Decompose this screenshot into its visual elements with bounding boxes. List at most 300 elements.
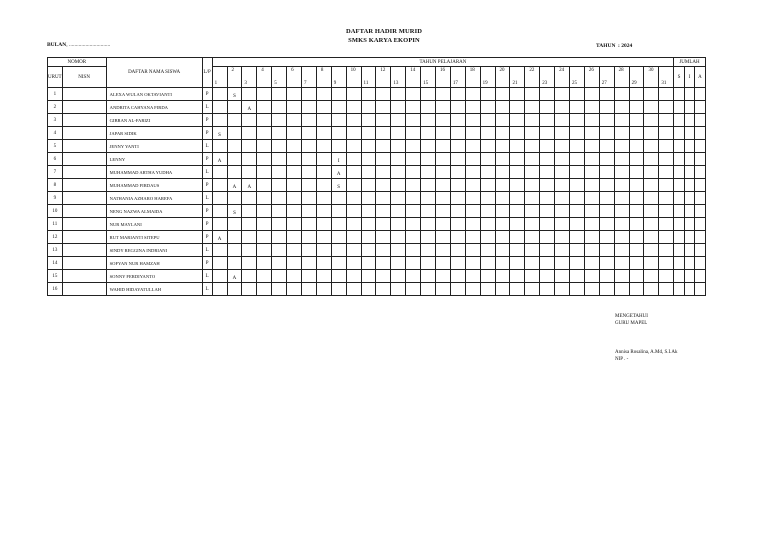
attendance-cell — [614, 192, 629, 205]
sum-cell-i — [684, 114, 695, 127]
attendance-cell — [287, 205, 302, 218]
attendance-cell — [614, 153, 629, 166]
attendance-cell — [361, 153, 376, 166]
attendance-cell — [614, 244, 629, 257]
attendance-cell — [525, 270, 540, 283]
attendance-cell — [212, 114, 227, 127]
day-number: 5 — [274, 81, 277, 86]
attendance-cell — [584, 127, 599, 140]
attendance-cell — [510, 88, 525, 101]
attendance-cell — [242, 88, 257, 101]
attendance-cell — [316, 192, 331, 205]
attendance-cell — [361, 257, 376, 270]
row-number: 9 — [48, 192, 63, 205]
signature-role: GURU MAPEL — [615, 321, 648, 326]
attendance-cell — [406, 179, 421, 192]
attendance-cell — [465, 153, 480, 166]
attendance-cell — [421, 192, 436, 205]
day-header — [584, 67, 599, 88]
attendance-cell — [212, 153, 227, 166]
attendance-cell — [242, 101, 257, 114]
sum-cell-s — [674, 114, 685, 127]
attendance-cell — [346, 218, 361, 231]
attendance-cell — [555, 244, 570, 257]
attendance-mark: S — [218, 132, 221, 138]
attendance-cell — [331, 231, 346, 244]
attendance-cell — [406, 270, 421, 283]
signature-block — [615, 313, 648, 327]
attendance-cell — [406, 166, 421, 179]
attendance-cell — [406, 231, 421, 244]
attendance-cell — [257, 244, 272, 257]
sum-cell-s — [674, 283, 685, 296]
attendance-cell — [435, 244, 450, 257]
day-header — [272, 67, 287, 88]
sum-cell-i — [684, 205, 695, 218]
table-row — [48, 283, 706, 296]
attendance-cell — [316, 140, 331, 153]
header-row-1 — [48, 58, 706, 67]
attendance-cell — [495, 257, 510, 270]
attendance-cell — [287, 231, 302, 244]
attendance-cell — [391, 231, 406, 244]
day-number: 11 — [363, 81, 369, 86]
attendance-cell — [287, 153, 302, 166]
attendance-cell — [540, 192, 555, 205]
attendance-cell — [227, 231, 242, 244]
attendance-cell — [450, 218, 465, 231]
sum-cell-a — [695, 101, 706, 114]
attendance-cell — [435, 257, 450, 270]
attendance-cell — [584, 166, 599, 179]
sum-cell-i — [684, 179, 695, 192]
attendance-cell — [212, 283, 227, 296]
attendance-cell — [287, 270, 302, 283]
attendance-cell — [614, 101, 629, 114]
attendance-cell — [495, 127, 510, 140]
attendance-cell — [331, 101, 346, 114]
attendance-cell — [257, 205, 272, 218]
sum-cell-a — [695, 244, 706, 257]
attendance-cell — [361, 114, 376, 127]
student-gender: L — [202, 101, 212, 114]
attendance-cell — [614, 231, 629, 244]
table-row — [48, 231, 706, 244]
attendance-cell — [227, 114, 242, 127]
attendance-cell — [540, 231, 555, 244]
attendance-cell — [614, 127, 629, 140]
attendance-cell — [331, 153, 346, 166]
student-gender: L — [202, 270, 212, 283]
row-nisn — [62, 218, 106, 231]
attendance-cell — [346, 257, 361, 270]
attendance-mark: S — [233, 210, 236, 216]
attendance-cell — [421, 205, 436, 218]
attendance-cell — [212, 257, 227, 270]
nomor-header: NOMOR — [48, 58, 107, 67]
attendance-cell — [465, 270, 480, 283]
attendance-cell — [242, 166, 257, 179]
attendance-cell — [212, 166, 227, 179]
sum-cell-i — [684, 257, 695, 270]
attendance-cell — [510, 283, 525, 296]
attendance-cell — [450, 192, 465, 205]
student-gender: L — [202, 192, 212, 205]
attendance-cell — [301, 101, 316, 114]
attendance-cell — [391, 166, 406, 179]
attendance-cell — [465, 205, 480, 218]
attendance-cell — [540, 153, 555, 166]
attendance-cell — [227, 244, 242, 257]
day-header — [316, 67, 331, 88]
student-gender: P — [202, 218, 212, 231]
attendance-cell — [629, 127, 644, 140]
attendance-cell — [301, 205, 316, 218]
attendance-cell — [406, 140, 421, 153]
attendance-cell — [584, 231, 599, 244]
attendance-cell — [227, 192, 242, 205]
student-name: ANDRITA CAHYANA FIRDA — [106, 101, 202, 114]
row-nisn — [62, 88, 106, 101]
attendance-cell — [301, 283, 316, 296]
day-number: 26 — [588, 68, 594, 73]
sum-cell-s — [674, 127, 685, 140]
sum-cell-a — [695, 88, 706, 101]
attendance-cell — [450, 270, 465, 283]
attendance-cell — [346, 192, 361, 205]
attendance-cell — [570, 127, 585, 140]
attendance-cell — [212, 192, 227, 205]
sum-cell-i — [684, 166, 695, 179]
day-header — [659, 67, 674, 88]
attendance-cell — [510, 257, 525, 270]
table-row — [48, 140, 706, 153]
sum-cell-s — [674, 231, 685, 244]
attendance-cell — [316, 179, 331, 192]
attendance-cell — [242, 192, 257, 205]
attendance-cell — [391, 270, 406, 283]
attendance-cell — [361, 101, 376, 114]
row-nisn — [62, 244, 106, 257]
attendance-cell — [495, 101, 510, 114]
attendance-cell — [421, 270, 436, 283]
sum-cell-a — [695, 270, 706, 283]
sum-cell-s — [674, 270, 685, 283]
day-number: 16 — [439, 68, 445, 73]
table-row — [48, 114, 706, 127]
attendance-cell — [376, 205, 391, 218]
row-nisn — [62, 192, 106, 205]
day-number: 24 — [559, 68, 565, 73]
attendance-cell — [331, 218, 346, 231]
attendance-cell — [599, 270, 614, 283]
sum-cell-a — [695, 218, 706, 231]
signature-mengetahui: MENGETAHUI — [615, 314, 648, 319]
attendance-cell — [227, 166, 242, 179]
attendance-cell — [555, 231, 570, 244]
attendance-cell — [406, 153, 421, 166]
day-number: 23 — [542, 81, 548, 86]
attendance-cell — [450, 283, 465, 296]
attendance-cell — [510, 179, 525, 192]
attendance-cell — [495, 283, 510, 296]
day-number: 21 — [512, 81, 518, 86]
sum-cell-i — [684, 283, 695, 296]
attendance-cell — [614, 140, 629, 153]
row-number: 12 — [48, 231, 63, 244]
day-header — [346, 67, 361, 88]
attendance-cell — [465, 257, 480, 270]
day-number: 4 — [261, 68, 264, 73]
attendance-cell — [227, 205, 242, 218]
attendance-cell — [644, 153, 659, 166]
attendance-cell — [480, 231, 495, 244]
student-gender: P — [202, 231, 212, 244]
attendance-cell — [555, 179, 570, 192]
attendance-cell — [659, 101, 674, 114]
student-name: ALEXA WULAN OKTAVIANTI — [106, 88, 202, 101]
attendance-cell — [272, 257, 287, 270]
table-row — [48, 257, 706, 270]
attendance-cell — [659, 257, 674, 270]
attendance-cell — [450, 205, 465, 218]
attendance-cell — [212, 101, 227, 114]
day-header — [495, 67, 510, 88]
attendance-cell — [376, 231, 391, 244]
day-number: 20 — [499, 68, 505, 73]
nama-header: DAFTAR NAMA SISWA — [106, 58, 202, 88]
day-header — [480, 67, 495, 88]
attendance-cell — [584, 140, 599, 153]
day-header — [555, 67, 570, 88]
row-number: 3 — [48, 114, 63, 127]
attendance-cell — [301, 257, 316, 270]
attendance-cell — [599, 153, 614, 166]
urut-header: URUT — [48, 67, 63, 88]
attendance-cell — [331, 244, 346, 257]
attendance-cell — [599, 257, 614, 270]
sum-cell-a — [695, 231, 706, 244]
attendance-cell — [510, 231, 525, 244]
attendance-cell — [525, 231, 540, 244]
attendance-cell — [346, 88, 361, 101]
attendance-cell — [406, 127, 421, 140]
attendance-cell — [346, 244, 361, 257]
sum-cell-a — [695, 283, 706, 296]
attendance-cell — [242, 179, 257, 192]
attendance-cell — [450, 114, 465, 127]
attendance-cell — [599, 218, 614, 231]
attendance-cell — [421, 218, 436, 231]
row-nisn — [62, 140, 106, 153]
attendance-cell — [510, 270, 525, 283]
attendance-cell — [599, 166, 614, 179]
attendance-cell — [629, 270, 644, 283]
day-number: 17 — [452, 81, 458, 86]
attendance-cell — [301, 270, 316, 283]
attendance-cell — [555, 218, 570, 231]
attendance-cell — [495, 244, 510, 257]
sum-cell-a — [695, 153, 706, 166]
attendance-cell — [495, 218, 510, 231]
attendance-cell — [435, 179, 450, 192]
attendance-cell — [480, 88, 495, 101]
day-header — [540, 67, 555, 88]
attendance-cell — [495, 192, 510, 205]
attendance-cell — [212, 205, 227, 218]
sum-header-i: I — [684, 67, 695, 88]
attendance-cell — [346, 114, 361, 127]
attendance-cell — [495, 179, 510, 192]
attendance-cell — [525, 179, 540, 192]
attendance-cell — [316, 127, 331, 140]
attendance-cell — [272, 244, 287, 257]
attendance-cell — [406, 244, 421, 257]
attendance-cell — [540, 166, 555, 179]
attendance-cell — [644, 231, 659, 244]
attendance-cell — [257, 283, 272, 296]
attendance-cell — [421, 257, 436, 270]
day-header — [465, 67, 480, 88]
attendance-cell — [242, 283, 257, 296]
student-gender: P — [202, 205, 212, 218]
attendance-cell — [540, 205, 555, 218]
attendance-cell — [540, 127, 555, 140]
row-nisn — [62, 166, 106, 179]
attendance-cell — [659, 114, 674, 127]
attendance-cell — [629, 205, 644, 218]
attendance-cell — [361, 218, 376, 231]
attendance-cell — [555, 166, 570, 179]
attendance-cell — [599, 101, 614, 114]
attendance-mark: I — [337, 158, 340, 164]
attendance-cell — [331, 166, 346, 179]
bulan-field — [47, 42, 110, 48]
attendance-cell — [599, 283, 614, 296]
attendance-cell — [599, 88, 614, 101]
attendance-cell — [272, 140, 287, 153]
attendance-cell — [272, 114, 287, 127]
attendance-cell — [510, 166, 525, 179]
attendance-cell — [287, 244, 302, 257]
attendance-cell — [495, 153, 510, 166]
day-header — [361, 67, 376, 88]
attendance-cell — [272, 166, 287, 179]
attendance-cell — [257, 231, 272, 244]
attendance-cell — [629, 140, 644, 153]
attendance-cell — [242, 205, 257, 218]
day-header — [644, 67, 659, 88]
day-header — [376, 67, 391, 88]
table-row — [48, 218, 706, 231]
attendance-cell — [644, 205, 659, 218]
day-number: 3 — [244, 81, 247, 86]
day-number: 18 — [469, 68, 475, 73]
attendance-cell — [272, 192, 287, 205]
day-header — [614, 67, 629, 88]
attendance-cell — [644, 127, 659, 140]
attendance-cell — [525, 114, 540, 127]
attendance-cell — [570, 140, 585, 153]
day-number: 9 — [333, 81, 337, 86]
attendance-cell — [361, 140, 376, 153]
attendance-cell — [644, 101, 659, 114]
attendance-cell — [391, 205, 406, 218]
attendance-cell — [331, 140, 346, 153]
attendance-cell — [406, 101, 421, 114]
attendance-cell — [480, 205, 495, 218]
table-row — [48, 244, 706, 257]
attendance-cell — [540, 218, 555, 231]
student-gender: L — [202, 166, 212, 179]
attendance-cell — [540, 283, 555, 296]
attendance-cell — [316, 205, 331, 218]
sum-cell-a — [695, 166, 706, 179]
attendance-cell — [525, 88, 540, 101]
attendance-cell — [391, 257, 406, 270]
attendance-cell — [287, 218, 302, 231]
attendance-cell — [242, 270, 257, 283]
attendance-cell — [287, 179, 302, 192]
attendance-cell — [450, 101, 465, 114]
attendance-cell — [465, 179, 480, 192]
attendance-cell — [629, 218, 644, 231]
attendance-cell — [376, 270, 391, 283]
attendance-cell — [450, 257, 465, 270]
attendance-cell — [227, 88, 242, 101]
attendance-cell — [495, 205, 510, 218]
jumlah-header: JUMLAH — [674, 58, 706, 67]
attendance-cell — [465, 140, 480, 153]
attendance-cell — [406, 283, 421, 296]
attendance-cell — [644, 283, 659, 296]
attendance-cell — [421, 166, 436, 179]
attendance-cell — [480, 218, 495, 231]
attendance-mark: A — [217, 158, 222, 164]
attendance-cell — [406, 257, 421, 270]
attendance-cell — [257, 270, 272, 283]
sum-cell-s — [674, 140, 685, 153]
attendance-cell — [242, 244, 257, 257]
attendance-cell — [376, 140, 391, 153]
attendance-cell — [525, 153, 540, 166]
attendance-cell — [346, 140, 361, 153]
row-nisn — [62, 283, 106, 296]
day-header — [406, 67, 421, 88]
attendance-cell — [465, 218, 480, 231]
attendance-cell — [584, 218, 599, 231]
attendance-cell — [316, 153, 331, 166]
attendance-cell — [465, 114, 480, 127]
attendance-cell — [391, 179, 406, 192]
attendance-cell — [346, 231, 361, 244]
day-header — [510, 67, 525, 88]
sum-cell-s — [674, 218, 685, 231]
day-number: 2 — [231, 68, 235, 73]
row-nisn — [62, 101, 106, 114]
attendance-cell — [331, 88, 346, 101]
sum-cell-s — [674, 179, 685, 192]
attendance-cell — [287, 101, 302, 114]
attendance-cell — [391, 244, 406, 257]
attendance-cell — [450, 153, 465, 166]
attendance-cell — [406, 88, 421, 101]
school-name: SMKS KARYA EKOPIN — [348, 37, 420, 44]
attendance-cell — [525, 257, 540, 270]
attendance-cell — [287, 140, 302, 153]
student-name: RUT MARIANTI SITEPU — [106, 231, 202, 244]
attendance-cell — [570, 283, 585, 296]
